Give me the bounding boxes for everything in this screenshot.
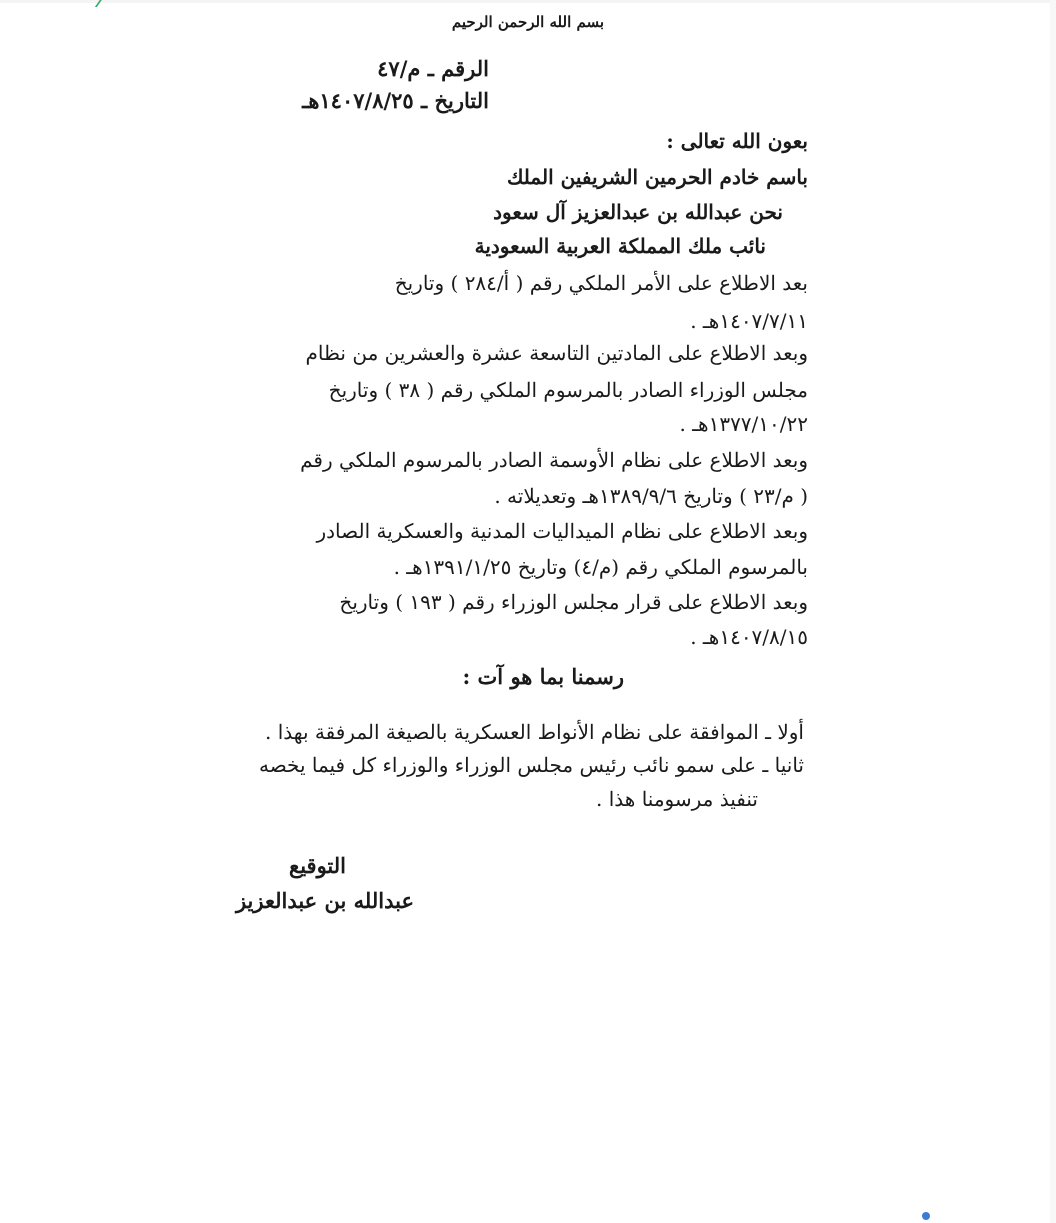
signature-label: التوقيع <box>289 853 346 878</box>
preamble-line: وبعد الاطلاع على نظام الميداليات المدنية والعسكرية الصادر <box>316 519 808 543</box>
intro-line: باسم خادم الحرمين الشريفين الملك <box>506 165 808 189</box>
article-line: أولا ـ الموافقة على نظام الأنواط العسكرية بالصيغة المرفقة بهذا . <box>264 720 804 744</box>
article-line: ثانيا ـ على سمو نائب رئيس مجلس الوزراء والوزراء كل فيما يخصه <box>258 753 804 777</box>
article-line: تنفيذ مرسومنا هذا . <box>596 787 758 811</box>
intro-line: بعون الله تعالى : <box>666 129 808 153</box>
green-pen-mark <box>95 0 115 7</box>
intro-line: نائب ملك المملكة العربية السعودية <box>474 234 766 258</box>
document-date: التاريخ ـ ١٤٠٧/٨/٢٥هـ <box>302 88 489 113</box>
preamble-line: مجلس الوزراء الصادر بالمرسوم الملكي رقم ( ٣٨ ) وتاريخ <box>328 378 808 402</box>
scan-edge <box>0 0 1056 3</box>
decree-heading: رسمنا بما هو آت : <box>462 664 624 689</box>
signatory-name: عبدالله بن عبدالعزيز <box>235 888 414 913</box>
preamble-line: وبعد الاطلاع على المادتين التاسعة عشرة والعشرين من نظام <box>305 341 808 365</box>
preamble-line: ( م/٢٣ ) وتاريخ ١٣٨٩/٩/٦هـ وتعديلاته . <box>494 484 808 508</box>
preamble-line: بالمرسوم الملكي رقم (م/٤) وتاريخ ١٣٩١/١/٢٥هـ . <box>393 555 808 579</box>
preamble-line: وبعد الاطلاع على قرار مجلس الوزراء رقم ( ١٩٣ ) وتاريخ <box>339 590 808 614</box>
intro-line: نحن عبدالله بن عبدالعزيز آل سعود <box>493 200 783 224</box>
preamble-line: ١٤٠٧/٨/١٥هـ . <box>690 625 808 649</box>
preamble-line: ١٤٠٧/٧/١١هـ . <box>690 309 808 333</box>
preamble-line: بعد الاطلاع على الأمر الملكي رقم ( أ/٢٨٤ ) وتاريخ <box>394 271 808 295</box>
scan-edge-right <box>1050 0 1056 1223</box>
blue-pen-mark <box>922 1212 930 1220</box>
preamble-line: ١٣٧٧/١٠/٢٢هـ . <box>679 412 808 436</box>
preamble-line: وبعد الاطلاع على نظام الأوسمة الصادر بالمرسوم الملكي رقم <box>300 448 808 472</box>
basmala: بسم الله الرحمن الرحيم <box>451 13 604 31</box>
document-number: الرقم ـ م/٤٧ <box>377 56 489 81</box>
